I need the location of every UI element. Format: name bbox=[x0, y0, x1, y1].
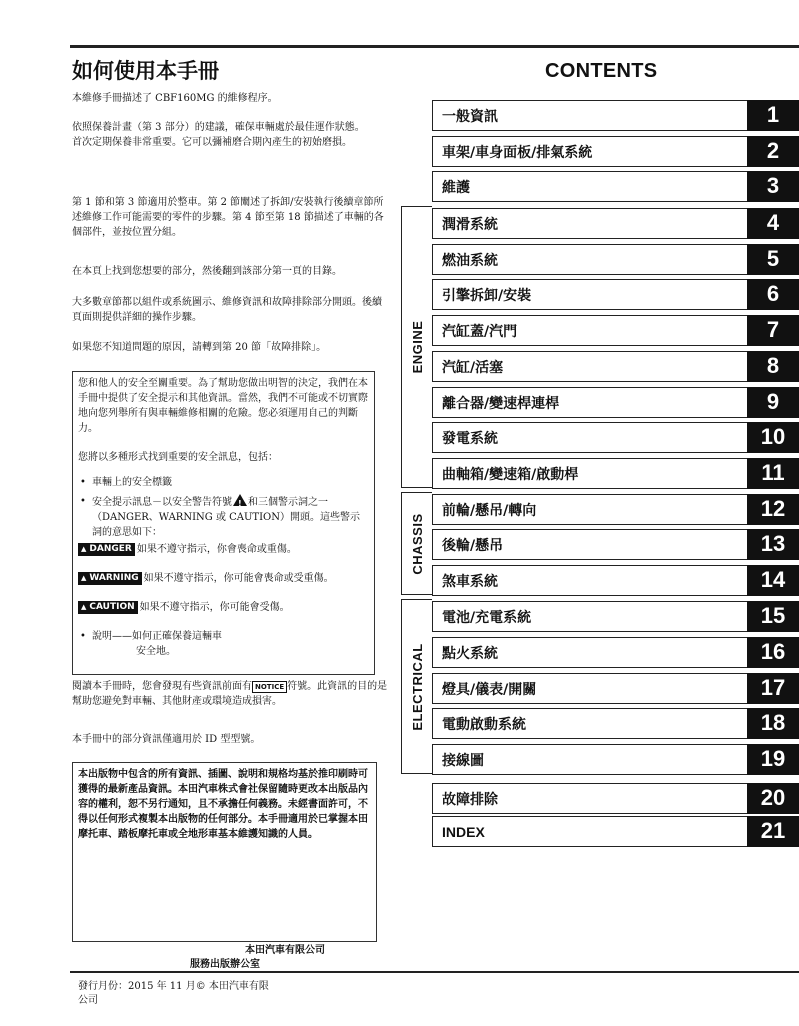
toc-item-label: 接線圖 bbox=[442, 752, 484, 769]
find-section-paragraph: 在本頁上找到您想要的部分，然後翻到該部分第一頁的目錄。 bbox=[72, 266, 342, 277]
toc-item-label: 汽缸蓋/汽門 bbox=[442, 323, 518, 340]
toc-item-label: 汽缸/活塞 bbox=[442, 359, 504, 376]
toc-item-label: 潤滑系統 bbox=[442, 216, 498, 233]
toc-item-label: 一般資訊 bbox=[442, 108, 498, 125]
contents-title: CONTENTS bbox=[545, 60, 658, 82]
toc-item-13[interactable] bbox=[432, 529, 799, 560]
toc-item-number: 14 bbox=[747, 565, 799, 596]
safety-messages-text-a: 安全提示訊息－以安全警告符號 bbox=[92, 497, 232, 508]
bullet-safety-messages bbox=[78, 494, 369, 540]
toc-item-label: 電動啟動系統 bbox=[442, 716, 526, 733]
engine-group bbox=[401, 206, 432, 488]
toc-item-number: 6 bbox=[747, 279, 799, 310]
caution-triangle-icon: ▲ bbox=[81, 603, 87, 611]
caution-tag-label: CAUTION bbox=[89, 602, 135, 612]
toc-item-number: 15 bbox=[747, 601, 799, 632]
toc-item-16[interactable] bbox=[432, 637, 799, 668]
toc-item-label: INDEX bbox=[442, 823, 485, 840]
caution-tag bbox=[78, 601, 138, 614]
bullet-safety-labels: • 車輛上的安全標籤 bbox=[78, 475, 369, 490]
toc-item-number: 1 bbox=[747, 100, 799, 131]
toc-item-12[interactable] bbox=[432, 494, 799, 525]
electrical-group bbox=[401, 599, 432, 774]
toc-item-15[interactable] bbox=[432, 601, 799, 632]
chassis-group bbox=[401, 492, 432, 595]
maintenance-text-a: 依照保養計畫（第 3 部分）的建議，確保車輛處於最佳運作狀態。 bbox=[72, 122, 365, 133]
toc-item-number: 4 bbox=[747, 208, 799, 239]
page-title: 如何使用本手冊 bbox=[72, 58, 219, 83]
caution-line bbox=[78, 600, 369, 615]
intro-paragraph: 本維修手冊描述了 CBF160MG 的維修程序。 bbox=[72, 93, 278, 104]
toc-item-18[interactable] bbox=[432, 708, 799, 739]
toc-item-5[interactable] bbox=[432, 244, 799, 275]
warning-triangle-icon bbox=[233, 494, 247, 506]
toc-item-9[interactable] bbox=[432, 387, 799, 418]
toc-item-label: 點火系統 bbox=[442, 645, 498, 662]
toc-item-11[interactable] bbox=[432, 458, 799, 489]
safety-intro: 您和他人的安全至關重要。為了幫助您做出明智的決定，我們在本手冊中提供了安全提示和其他資訊。當然，我們不可能或不切實際地向您列舉所有與車輛維修相關的危險。您必須運用自己的判斷力。 bbox=[78, 378, 368, 434]
toc-item-7[interactable] bbox=[432, 315, 799, 346]
chapters-paragraph: 大多數章節都以組件或系統圖示、維修資訊和故障排除部分開頭。後續頁面則提供詳細的操作步驟。 bbox=[72, 297, 382, 323]
toc-item-8[interactable] bbox=[432, 351, 799, 382]
toc-item-label: 發電系統 bbox=[442, 430, 498, 447]
toc-item-number: 10 bbox=[747, 422, 799, 453]
toc-item-number: 19 bbox=[747, 744, 799, 775]
issue-date: 發行月份：2015 年 11 月© 本田汽車有限公司 bbox=[78, 981, 269, 1006]
electrical-group-label: ELECTRICAL bbox=[410, 642, 425, 731]
notice-text-before: 閱讀本手冊時，您會發現有些資訊前面有 bbox=[72, 681, 252, 692]
toc-item-label: 車架/車身面板/排氣系統 bbox=[442, 144, 593, 161]
toc-item-label: 引擎拆卸/安裝 bbox=[442, 287, 532, 304]
warning-tag bbox=[78, 572, 142, 585]
toc-item-2[interactable] bbox=[432, 136, 799, 167]
toc-item-label: 維護 bbox=[442, 179, 470, 196]
toc-item-label: 曲軸箱/變速箱/啟動桿 bbox=[442, 466, 579, 483]
table-of-contents bbox=[432, 0, 799, 1026]
toc-item-21[interactable] bbox=[432, 816, 799, 847]
company-name: 本田汽車有限公司 bbox=[245, 945, 325, 956]
toc-item-number: 8 bbox=[747, 351, 799, 382]
warning-text: 如果不遵守指示，你可能會喪命或受重傷。 bbox=[143, 573, 334, 584]
bullet-instructions bbox=[78, 629, 369, 659]
sections-paragraph: 第 1 節和第 3 節適用於整車。第 2 節闡述了拆卸/安裝執行後續章節所述維修工作可能需要的零件的步驟。第 4 節至第 18 節描述了車輛的各個部件，並按位置分組。 bbox=[72, 197, 384, 238]
engine-group-label: ENGINE bbox=[410, 320, 425, 374]
toc-item-20[interactable] bbox=[432, 783, 799, 814]
instructions-text-b: 安全地。 bbox=[136, 646, 176, 657]
id-note: 本手冊中的部分資訊僅適用於 ID 型型號。 bbox=[72, 734, 261, 745]
danger-triangle-icon: ▲ bbox=[81, 545, 87, 553]
toc-item-label: 燈具/儀表/開關 bbox=[442, 681, 537, 698]
toc-item-3[interactable] bbox=[432, 171, 799, 202]
toc-item-number: 16 bbox=[747, 637, 799, 668]
safety-box bbox=[72, 371, 375, 675]
toc-item-number: 13 bbox=[747, 529, 799, 560]
toc-item-number: 2 bbox=[747, 136, 799, 167]
how-to-use-section bbox=[72, 58, 390, 353]
warning-tag-triangle-icon: ▲ bbox=[81, 574, 87, 582]
notice-paragraph bbox=[72, 679, 390, 709]
toc-item-4[interactable] bbox=[432, 208, 799, 239]
toc-item-number: 21 bbox=[747, 816, 799, 847]
office-name: 服務出版辦公室 bbox=[190, 959, 260, 970]
toc-item-number: 3 bbox=[747, 171, 799, 202]
toc-item-number: 5 bbox=[747, 244, 799, 275]
notice-tag: NOTICE bbox=[252, 681, 287, 693]
toc-item-label: 故障排除 bbox=[442, 791, 498, 808]
toc-item-10[interactable] bbox=[432, 422, 799, 453]
toc-item-label: 電池/充電系統 bbox=[442, 609, 532, 626]
toc-item-number: 12 bbox=[747, 494, 799, 525]
toc-item-label: 後輪/懸吊 bbox=[442, 537, 504, 554]
toc-item-17[interactable] bbox=[432, 673, 799, 704]
toc-item-number: 11 bbox=[747, 458, 799, 489]
toc-item-number: 20 bbox=[747, 783, 799, 814]
toc-item-label: 前輪/懸吊/轉向 bbox=[442, 502, 537, 519]
maintenance-paragraph bbox=[72, 120, 390, 150]
toc-item-label: 離合器/變速桿連桿 bbox=[442, 395, 560, 412]
toc-item-19[interactable] bbox=[432, 744, 799, 775]
danger-tag-label: DANGER bbox=[89, 544, 132, 554]
toc-item-number: 9 bbox=[747, 387, 799, 418]
troubleshoot-paragraph: 如果您不知道問題的原因，請轉到第 20 節「故障排除」。 bbox=[72, 342, 327, 353]
toc-item-label: 煞車系統 bbox=[442, 573, 498, 590]
legal-notice-box bbox=[72, 762, 377, 942]
toc-item-6[interactable] bbox=[432, 279, 799, 310]
legal-text: 本出版物中包含的所有資訊、插圖、說明和規格均基於推印刷時可獲得的最新產品資訊。本田汽車株式會社保留隨時更改本出版品內容的權利，恕不另行通知，且不承擔任何義務。未經書面許可，不得以任何形式複製本出版物的任何部分。本手冊適用於已掌握本田摩托車、踏板摩托車或全地形車基本維護知識的人員。 bbox=[78, 769, 368, 840]
safety-find: 您將以多種形式找到重要的安全訊息，包括： bbox=[78, 452, 278, 463]
notice-text-after: 符號。此資訊的目的是幫助您避免對車輛、其他財產或環境造成損害。 bbox=[72, 681, 388, 707]
toc-item-number: 17 bbox=[747, 673, 799, 704]
danger-text: 如果不遵守指示，你會喪命或重傷。 bbox=[136, 544, 297, 555]
safety-messages-text-b: 和三個警示詞之一（DANGER、WARNING 或 CAUTION）開頭。這些警示詞的意思如下： bbox=[92, 497, 361, 538]
instructions-text-a: • 說明——如何正確保養這輛車 bbox=[92, 631, 222, 642]
toc-item-number: 7 bbox=[747, 315, 799, 346]
toc-item-1[interactable] bbox=[432, 100, 799, 131]
toc-item-label: 燃油系統 bbox=[442, 252, 498, 269]
danger-tag bbox=[78, 543, 135, 556]
toc-item-number: 18 bbox=[747, 708, 799, 739]
toc-item-14[interactable] bbox=[432, 565, 799, 596]
warning-line bbox=[78, 571, 369, 586]
danger-line bbox=[78, 542, 369, 557]
chassis-group-label: CHASSIS bbox=[410, 512, 426, 575]
maintenance-text-b: 首次定期保養非常重要。它可以彌補磨合期內產生的初始磨損。 bbox=[72, 137, 352, 148]
caution-text: 如果不遵守指示，你可能會受傷。 bbox=[139, 602, 290, 613]
warning-tag-label: WARNING bbox=[89, 573, 139, 583]
